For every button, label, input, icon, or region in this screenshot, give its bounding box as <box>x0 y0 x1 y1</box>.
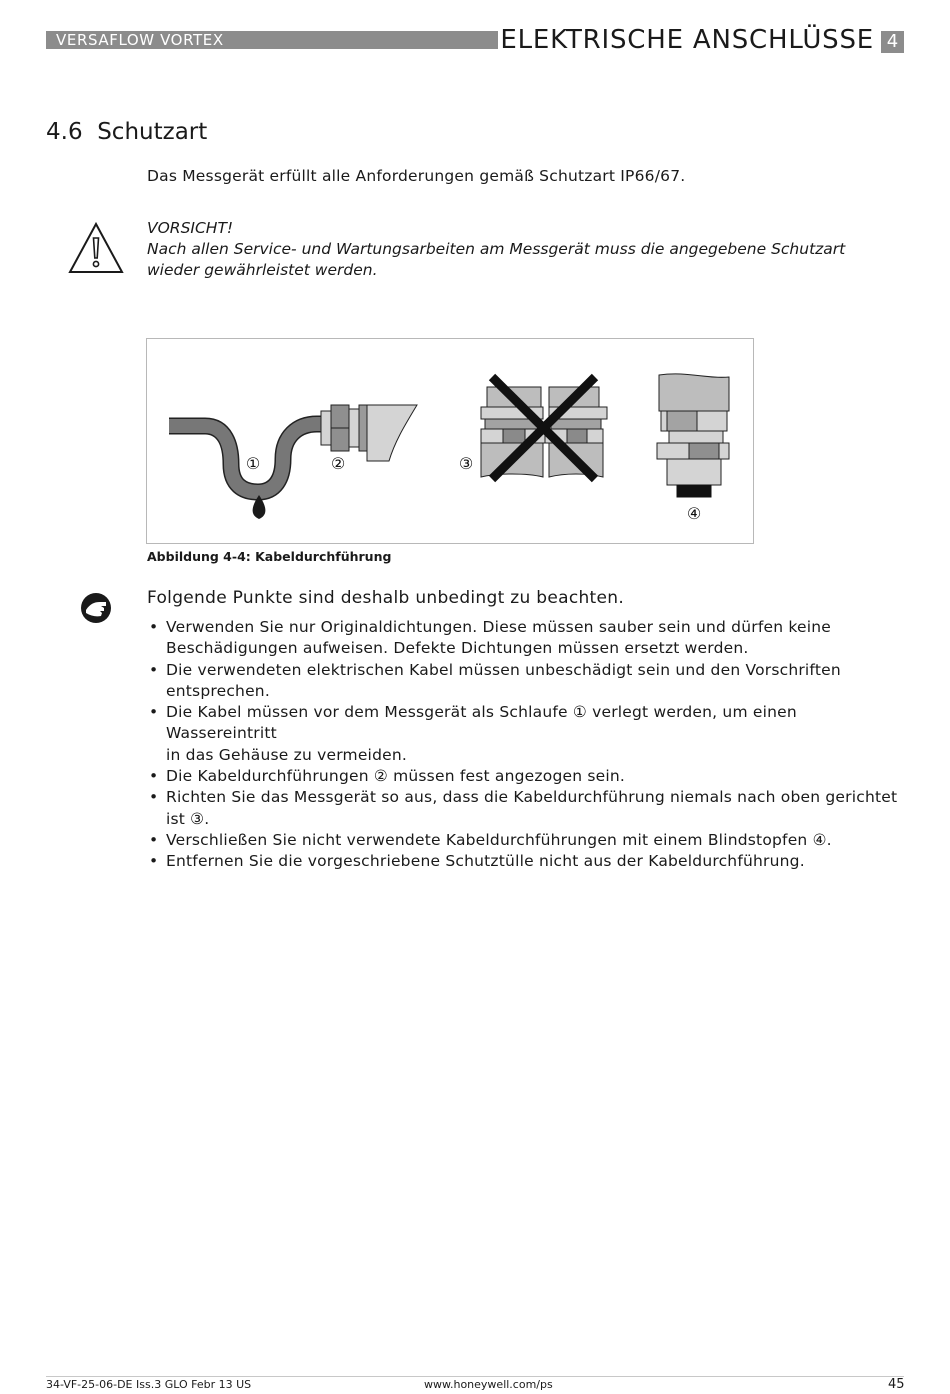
footer-doc-id: 34-VF-25-06-DE Iss.3 GLO Febr 13 US <box>46 1378 252 1391</box>
intro-text: Das Messgerät erfüllt alle Anforderungen gemäß Schutzart IP66/67. <box>147 167 686 185</box>
section-title <box>46 119 207 145</box>
note-title: Folgende Punkte sind deshalb unbedingt zu beachten. <box>147 588 625 608</box>
section-title-text: Schutzart <box>97 119 208 145</box>
list-item: • Die verwendeten elektrischen Kabel müssen unbeschädigt sein und den Vorschriften entsprechen. <box>147 660 907 703</box>
wrong-orientation-drawing <box>481 377 607 479</box>
cable-gland-illustration <box>147 339 753 543</box>
list-item: • Verschließen Sie nicht verwendete Kabeldurchführungen mit einem Blindstopfen ④. <box>147 830 907 851</box>
footer-rule <box>46 1376 904 1377</box>
list-item: • Die Kabel müssen vor dem Messgerät als Schlaufe ① verlegt werden, um einen Wassereintritt in das Gehäuse zu vermeiden. <box>147 702 907 766</box>
figure-cable-gland <box>146 338 754 544</box>
list-item: • Verwenden Sie nur Originaldichtungen. Diese müssen sauber sein und dürfen keine Beschädigungen aufweisen. Defekte Dichtungen müssen ersetzt werden. <box>147 617 907 660</box>
caution-line-2: wieder gewährleistet werden. <box>147 261 378 279</box>
caution-line-1: Nach allen Service- und Wartungsarbeiten am Messgerät muss die angegebene Schutzart <box>147 240 846 258</box>
caution-block <box>147 218 887 281</box>
cable-loop-drawing <box>169 405 417 519</box>
note-list <box>147 617 907 873</box>
list-item: • Die Kabeldurchführungen ② müssen fest angezogen sein. <box>147 766 907 787</box>
figure-label-1: ① <box>245 454 261 473</box>
section-number: 4.6 <box>46 119 83 145</box>
list-item: • Entfernen Sie die vorgeschriebene Schutztülle nicht aus der Kabeldurchführung. <box>147 851 907 872</box>
header-product-name: VERSAFLOW VORTEX <box>56 31 224 49</box>
caution-heading: VORSICHT! <box>147 219 234 237</box>
figure-label-3: ③ <box>458 454 474 473</box>
blind-plug-drawing <box>657 374 729 497</box>
figure-label-2: ② <box>330 454 346 473</box>
footer-url[interactable]: www.honeywell.com/ps <box>424 1378 553 1391</box>
list-item: • Richten Sie das Messgerät so aus, dass die Kabeldurchführung niemals nach oben gerichtet ist ③. <box>147 787 907 830</box>
figure-label-4: ④ <box>686 504 702 523</box>
header-chapter-title: ELEKTRISCHE ANSCHLÜSSE <box>500 25 874 55</box>
figure-caption: Abbildung 4-4: Kabeldurchführung <box>147 549 392 564</box>
page-number: 45 <box>888 1377 905 1392</box>
hand-icon <box>80 592 112 624</box>
warning-triangle-icon <box>68 221 124 275</box>
header-chapter-number: 4 <box>881 31 904 53</box>
